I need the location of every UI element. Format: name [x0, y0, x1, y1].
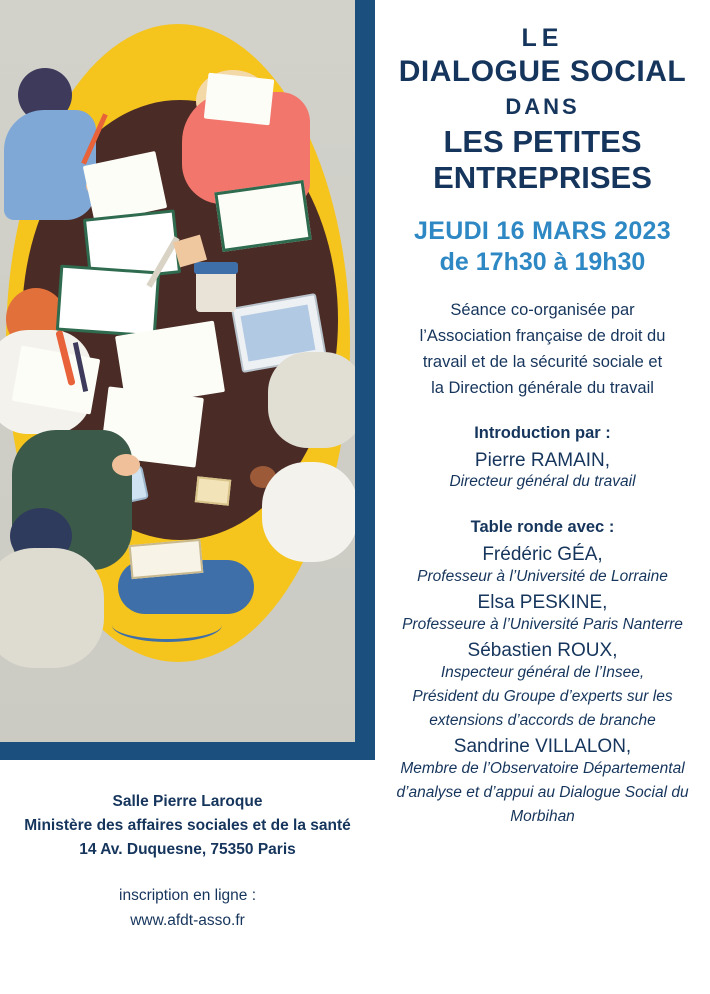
- roundtable-speaker: [389, 591, 696, 635]
- roundtable-speaker: [389, 735, 696, 827]
- roundtable-speaker: [389, 639, 696, 731]
- cable-shape: [112, 608, 222, 642]
- venue-address: 14 Av. Duquesne, 75350 Paris: [79, 841, 296, 859]
- introduction-speaker-role: Directeur général du travail: [449, 473, 636, 491]
- heading-dans: DANS: [505, 94, 580, 119]
- speaker-role: Professeure à l’Université Paris Nanterre: [402, 616, 683, 634]
- person-body-shape: [0, 548, 104, 668]
- speaker-role: Inspecteur général de l’Insee,: [440, 663, 645, 681]
- organiser-line: l’Association française de droit du: [419, 327, 666, 346]
- speaker-name: Sandrine VILLALON,: [453, 736, 632, 758]
- roundtable-label: Table ronde avec :: [470, 518, 615, 537]
- event-date: JEUDI 16 MARS 2023: [414, 217, 671, 246]
- person-body-shape: [262, 462, 355, 562]
- organiser-line: la Direction générale du travail: [431, 379, 654, 398]
- heading-dialogue-social: DIALOGUE SOCIAL: [398, 55, 687, 88]
- registration-label: inscription en ligne :: [119, 887, 256, 905]
- speaker-role: Président du Groupe d’experts sur les: [412, 688, 673, 706]
- heading-entreprises: ENTREPRISES: [433, 159, 652, 195]
- hand-shape: [112, 454, 140, 476]
- heading-le: LE: [521, 24, 564, 52]
- organiser-line: travail et de la sécurité sociale et: [422, 353, 663, 372]
- introduction-speaker-name: Pierre RAMAIN,: [474, 449, 611, 471]
- speaker-role: d’analyse et d’appui au Dialogue Social du: [396, 784, 689, 802]
- person-body-shape: [268, 352, 355, 448]
- illustration-block: [0, 0, 375, 760]
- poster-text-column: [385, 0, 710, 994]
- speaker-role: extensions d’accords de branche: [429, 712, 656, 730]
- speaker-name: Elsa PESKINE,: [477, 592, 608, 614]
- venue-block: [0, 790, 375, 934]
- speaker-name: Sébastien ROUX,: [467, 640, 618, 662]
- open-book: [214, 180, 311, 252]
- open-book: [56, 265, 160, 338]
- person-body-shape: [4, 110, 96, 220]
- eraser-icon: [195, 476, 232, 505]
- heading-les-petites: LES PETITES: [443, 124, 642, 159]
- notebook-icon: [129, 539, 204, 579]
- roundtable-speaker: [389, 543, 696, 587]
- organisers-block: [389, 297, 696, 401]
- paper-sheet: [204, 73, 274, 126]
- speaker-role: Membre de l’Observatoire Départemental: [400, 760, 685, 778]
- meeting-illustration: [0, 0, 355, 742]
- coffee-cup-icon: [196, 268, 236, 312]
- event-hours: de 17h30 à 19h30: [439, 248, 646, 277]
- speaker-name: Frédéric GÉA,: [482, 544, 603, 566]
- introduction-label: Introduction par :: [474, 423, 611, 442]
- speaker-role: Professeur à l’Université de Lorraine: [417, 568, 668, 586]
- venue-institution: Ministère des affaires sociales et de la santé: [24, 817, 351, 835]
- venue-room: Salle Pierre Laroque: [112, 793, 263, 810]
- spacer: [389, 402, 696, 424]
- speaker-role: Morbihan: [510, 808, 575, 826]
- registration-url[interactable]: www.afdt-asso.fr: [130, 911, 245, 929]
- organiser-line: Séance co-organisée par: [450, 301, 635, 320]
- coffee-cup-lid: [194, 262, 238, 274]
